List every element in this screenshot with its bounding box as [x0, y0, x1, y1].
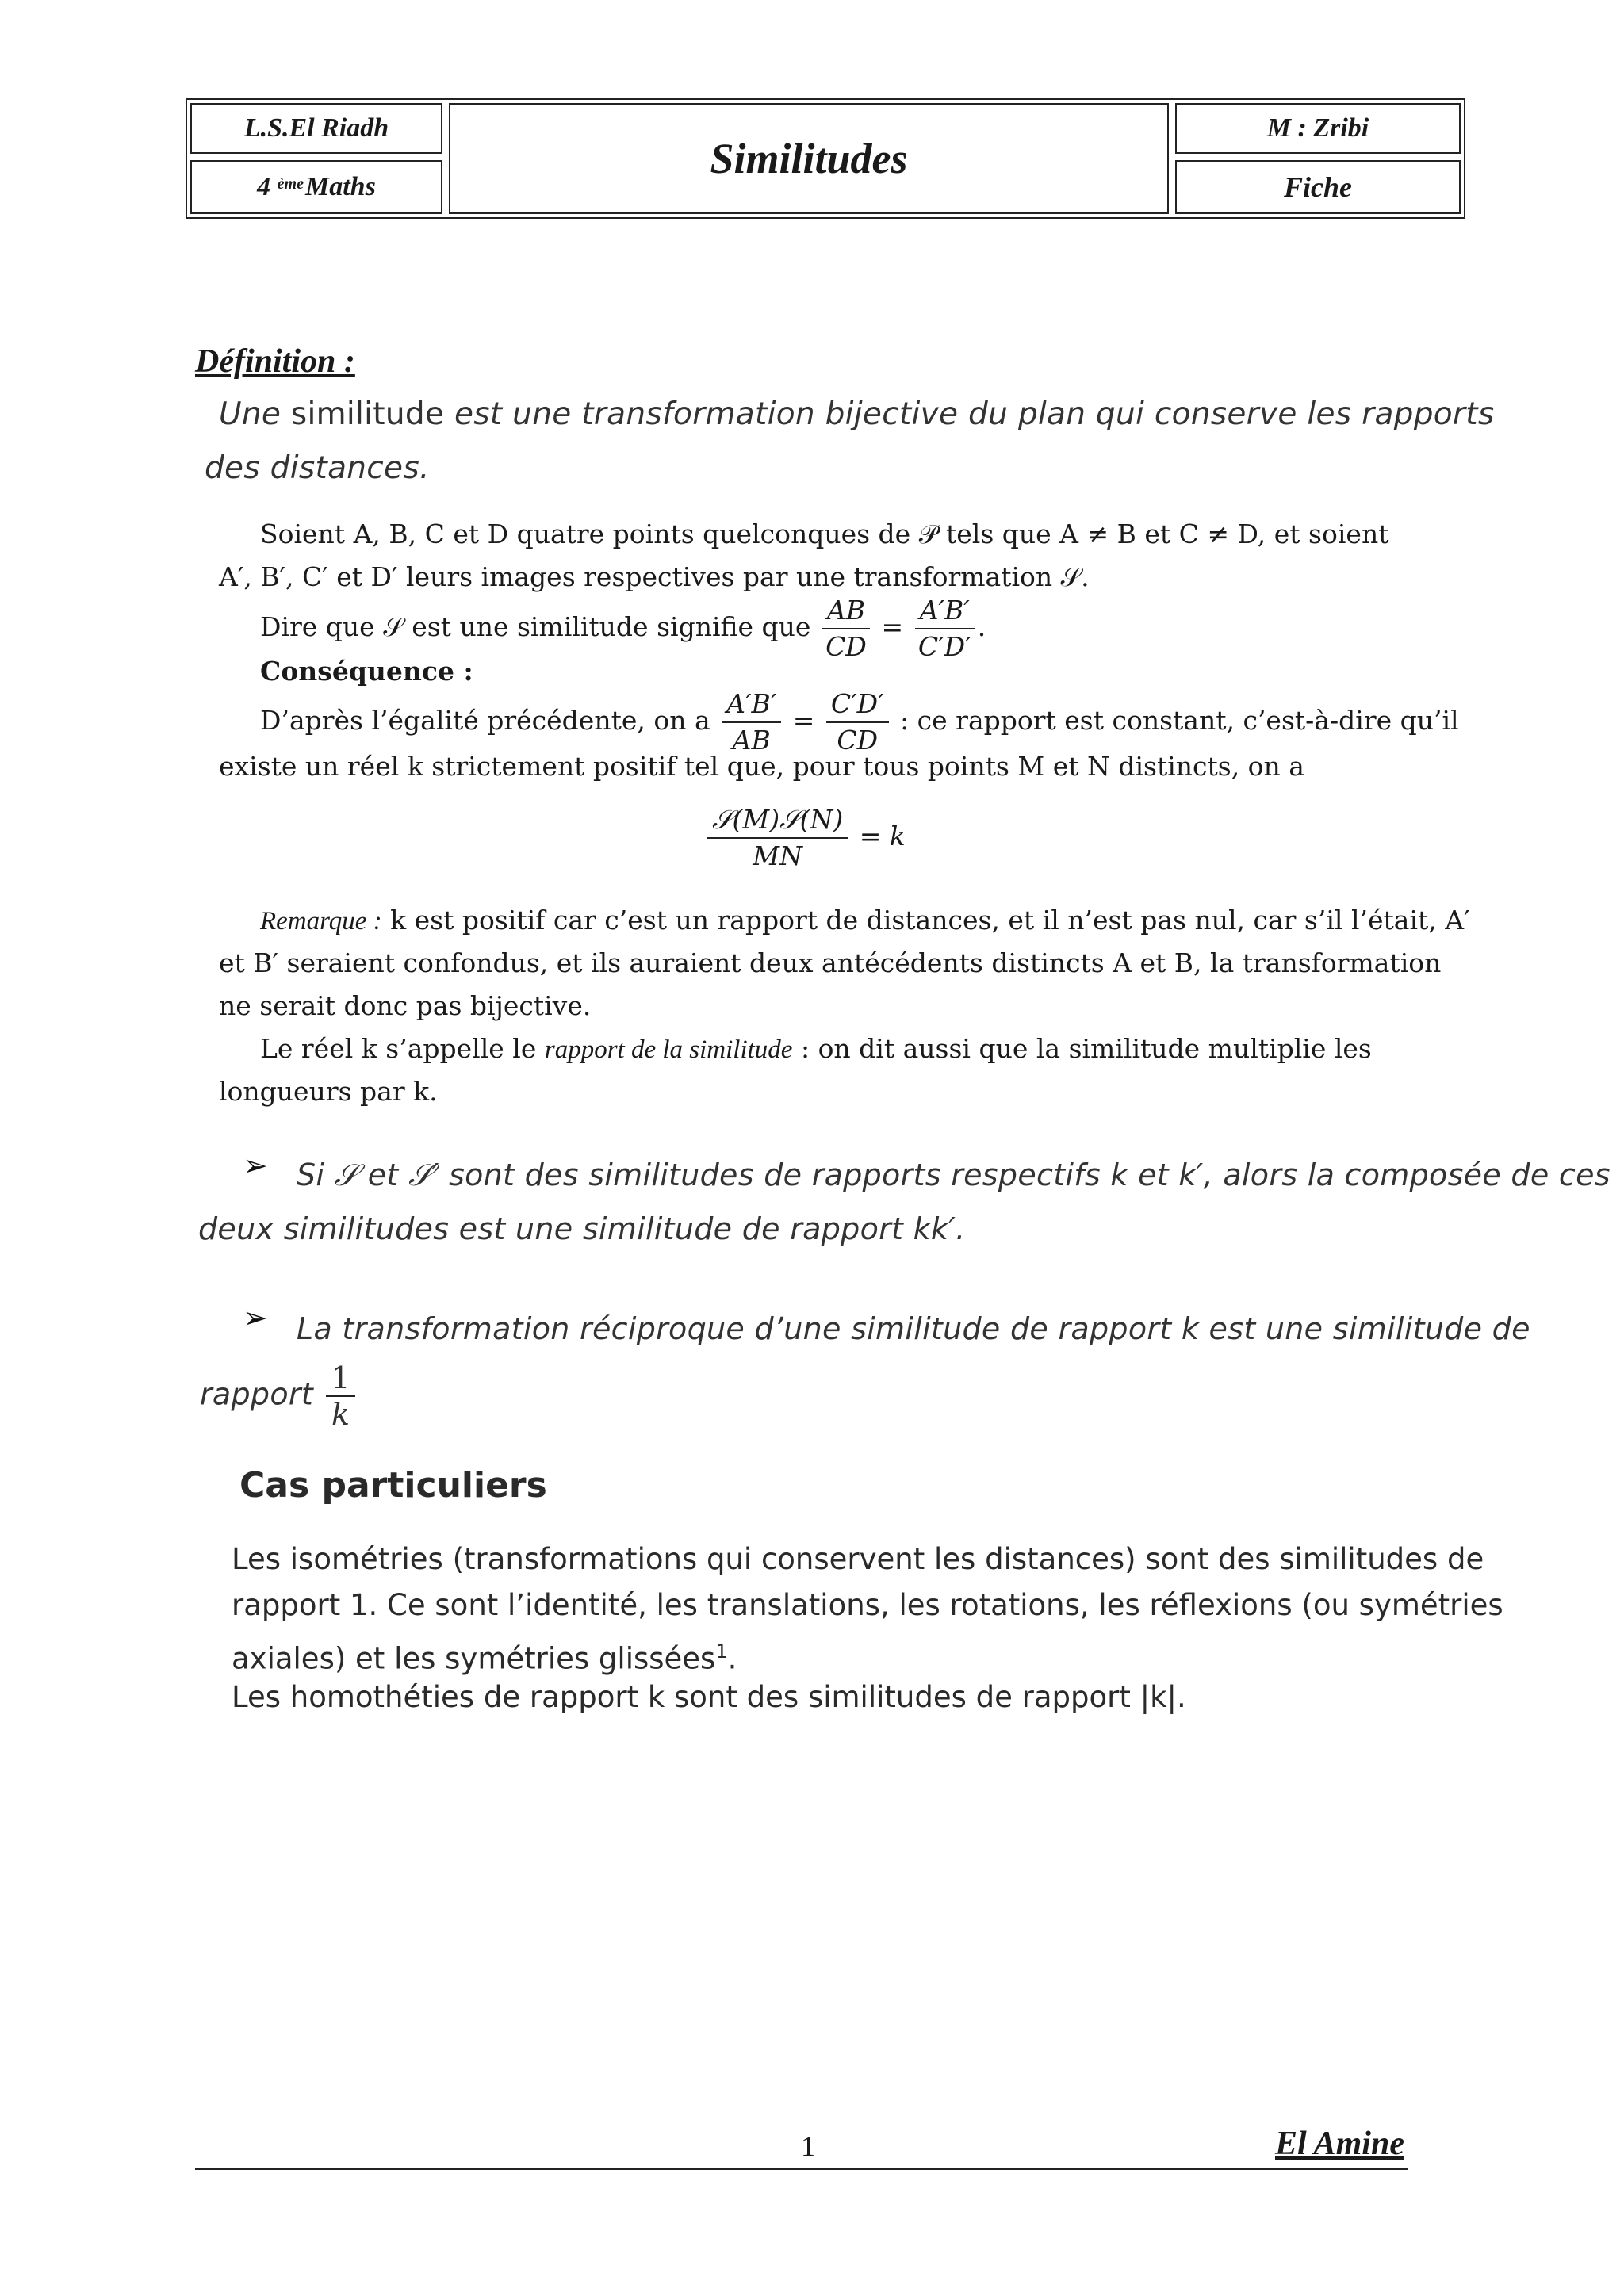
consequence-text: D’après l’égalité précédente, on a — [260, 705, 710, 736]
footer-rule — [195, 2168, 1408, 2170]
author-name: M : Zribi — [1175, 103, 1461, 154]
def-text-a: Une — [219, 396, 291, 432]
remark-text: k est positif car c’est un rapport de distances, et il n’est pas nul, car s’il l’était, A′ — [381, 905, 1470, 936]
fraction-ab-cd — [822, 593, 870, 664]
consequence-label: Conséquence : — [260, 656, 473, 687]
frac-den: CD — [837, 725, 879, 756]
school-name: L.S.El Riadh — [190, 103, 442, 154]
arrow-bullet-icon: ➢ — [243, 1300, 268, 1335]
footnote-marker: 1 — [715, 1640, 728, 1663]
cas-line-1: Les isométries (transformations qui conservent les distances) sont des similitudes de — [232, 1542, 1484, 1576]
ratio-line-2: longueurs par k. — [219, 1076, 438, 1107]
class-name — [190, 160, 442, 214]
remark-line-2: et B′ seraient confondus, et ils auraient deux antécédents distincts A et B, la transformation — [219, 947, 1442, 978]
class-num: 4 — [257, 172, 271, 201]
frac-den: CD — [825, 631, 867, 662]
reciprocal-line-1: La transformation réciproque d’une similitude de rapport k est une similitude de — [297, 1311, 1530, 1346]
def-text-c: est une transformation bijective du plan qui conserve les rapports — [444, 396, 1495, 432]
frac-num: C′D′ — [826, 687, 889, 723]
fraction-one-over-k — [326, 1360, 354, 1432]
remark-line-3: ne serait donc pas bijective. — [219, 990, 592, 1021]
fraction-sm-sn-mn — [707, 802, 848, 874]
cas-line-2: rapport 1. Ce sont l’identité, les translations, les rotations, les réflexions (ou symétries — [232, 1588, 1503, 1622]
frac-den: MN — [753, 840, 802, 871]
similitude-def-text: Dire que 𝒮 est une similitude signifie que — [260, 611, 811, 642]
consequence-line-2: existe un réel k strictement positif tel que, pour tous points M et N distincts, on a — [219, 751, 1304, 782]
definition-line-1 — [219, 396, 1494, 432]
composition-line-1: Si 𝒮 et 𝒮′ sont des similitudes de rapports respectifs k et k′, alors la composée de ces — [297, 1158, 1611, 1192]
equals-sign: = — [792, 705, 815, 736]
constant-ratio-equation — [704, 802, 906, 874]
class-label: Maths — [304, 172, 376, 201]
consequence-post: : ce rapport est constant, c’est-à-dire qu’il — [900, 705, 1459, 736]
arrow-bullet-icon: ➢ — [243, 1148, 268, 1183]
ratio-text-a: Le réel k s’appelle le — [260, 1033, 545, 1064]
frac-num: A′B′ — [722, 687, 781, 723]
fraction-apbp-cpdp — [915, 593, 975, 664]
cas-line-3-end: . — [727, 1641, 737, 1676]
composition-line-2: deux similitudes est une similitude de rapport kk′. — [198, 1211, 966, 1246]
points-line-1: Soient A, B, C et D quatre points quelconques de 𝒫 tels que A ≠ B et C ≠ D, et soient — [260, 519, 1389, 549]
document-title: Similitudes — [449, 103, 1169, 214]
section-title: Cas particuliers — [239, 1465, 547, 1506]
class-sup: ème — [277, 174, 304, 193]
frac-num: 1 — [326, 1360, 354, 1397]
equals-sign: = — [881, 611, 904, 642]
points-line-2: A′, B′, C′ et D′ leurs images respectives par une transformation 𝒮. — [219, 561, 1090, 592]
cas-line-3-text: axiales) et les symétries glissées — [232, 1641, 716, 1676]
frac-den: C′D′ — [917, 631, 971, 662]
remark-line-1 — [260, 899, 1470, 943]
ratio-text-c: : on dit aussi que la similitude multiplie les — [792, 1033, 1372, 1064]
frac-num: AB — [822, 593, 870, 629]
remark-label: Remarque : — [260, 907, 382, 936]
document-type: Fiche — [1175, 160, 1461, 214]
similitude-definition-line: Dire que 𝒮 est une similitude signifie que $\frac{AB}{CD}$ = $\frac{A'B'}{C'D'}$ . — [260, 593, 986, 664]
footer-author: El Amine — [1275, 2126, 1404, 2162]
frac-den: k — [331, 1397, 350, 1432]
frac-den: AB — [732, 725, 771, 756]
definition-title: Définition : — [195, 343, 355, 380]
frac-num: 𝒮(M)𝒮(N) — [707, 802, 848, 839]
reciprocal-line-2 — [200, 1360, 358, 1432]
definition-line-2: des distances. — [205, 450, 430, 486]
reciprocal-text: rapport — [200, 1376, 314, 1412]
def-text-b: similitude — [290, 396, 445, 432]
ratio-line-1 — [260, 1027, 1372, 1071]
page-number: 1 — [801, 2130, 815, 2162]
ratio-term: rapport de la similitude — [544, 1035, 793, 1064]
equation-rhs: = k — [859, 821, 906, 851]
cas-line-4: Les homothéties de rapport k sont des similitudes de rapport |k|. — [232, 1680, 1186, 1714]
frac-num: A′B′ — [915, 593, 975, 629]
